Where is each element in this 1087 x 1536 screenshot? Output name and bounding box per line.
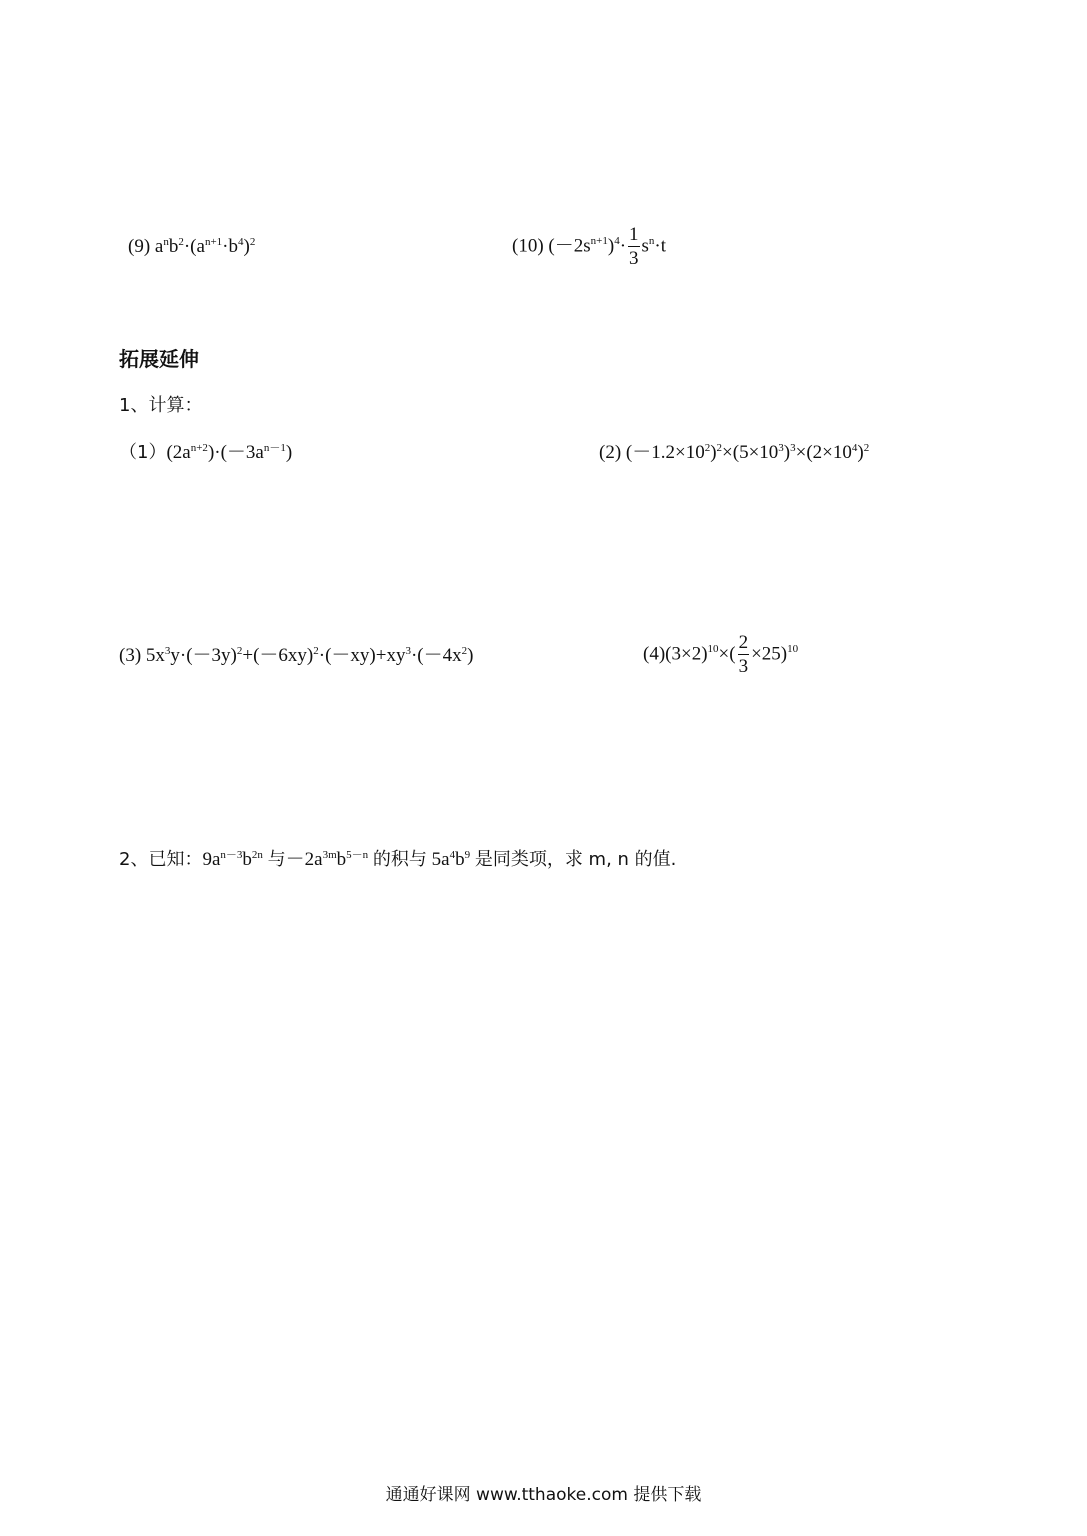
question-2: 2、已知：$9a^{n-3}b^{2n}$ 与$-2a^{3m}b^{5-n}$ 的积与 $5a^4b^9$ 是同类项，求 m, n 的值. bbox=[119, 849, 677, 870]
question-1-part-1: $(1)(2a^{n+2})\cdot(-3a^{n-1})$ bbox=[119, 442, 293, 463]
question-1-part-4-label: (4) bbox=[643, 643, 666, 665]
question-1-part-4: $(4)(3\times 2)^{10}\times$( $\frac{2}{3}$ ×25)$^{10}$ bbox=[643, 632, 799, 677]
question-1-part-2: (2) $(-1.2\times 10^2)^2\times(5\times 10^3)^3\times(2\times 10^4)^2$ bbox=[599, 442, 870, 463]
fraction-one-third: $\frac{1}{3}$ bbox=[629, 224, 639, 269]
question-2-text-c: 是同类项，求 m, n 的值. bbox=[474, 849, 677, 870]
question-1-part-1-label: （1） bbox=[119, 442, 167, 463]
question-1-part-3-label: (3) bbox=[119, 645, 146, 666]
question-1-label: 1、计算： bbox=[119, 395, 203, 416]
problem-9: (9) $a^nb^2\cdot(a^{n+1}\cdot b^4)^2$ bbox=[128, 236, 256, 257]
question-2-text-b: 的积与 bbox=[372, 849, 427, 870]
question-2-text-a: 与 bbox=[267, 849, 286, 870]
question-2-label: 2、已知： bbox=[119, 849, 203, 870]
question-1-part-3: (3) $5x^3y\cdot(-3y)^2+(-6xy)^2\cdot(-xy)+xy^3\cdot(-4x^2)$ bbox=[119, 645, 474, 666]
question-1-part-2-label: (2) bbox=[599, 442, 626, 463]
page-footer: 通通好课网 www.tthaoke.com 提供下载 bbox=[385, 1485, 702, 1505]
problem-9-label: (9) bbox=[128, 236, 155, 257]
section-title: 拓展延伸 bbox=[119, 347, 199, 371]
problem-10-label: (10) bbox=[512, 235, 549, 257]
problem-10: (10) $(-2s^{n+1})^4\cdot$ $\frac{1}{3}$ $s^n\cdot t$ bbox=[512, 224, 667, 269]
fraction-two-thirds: $\frac{2}{3}$ bbox=[738, 632, 749, 677]
